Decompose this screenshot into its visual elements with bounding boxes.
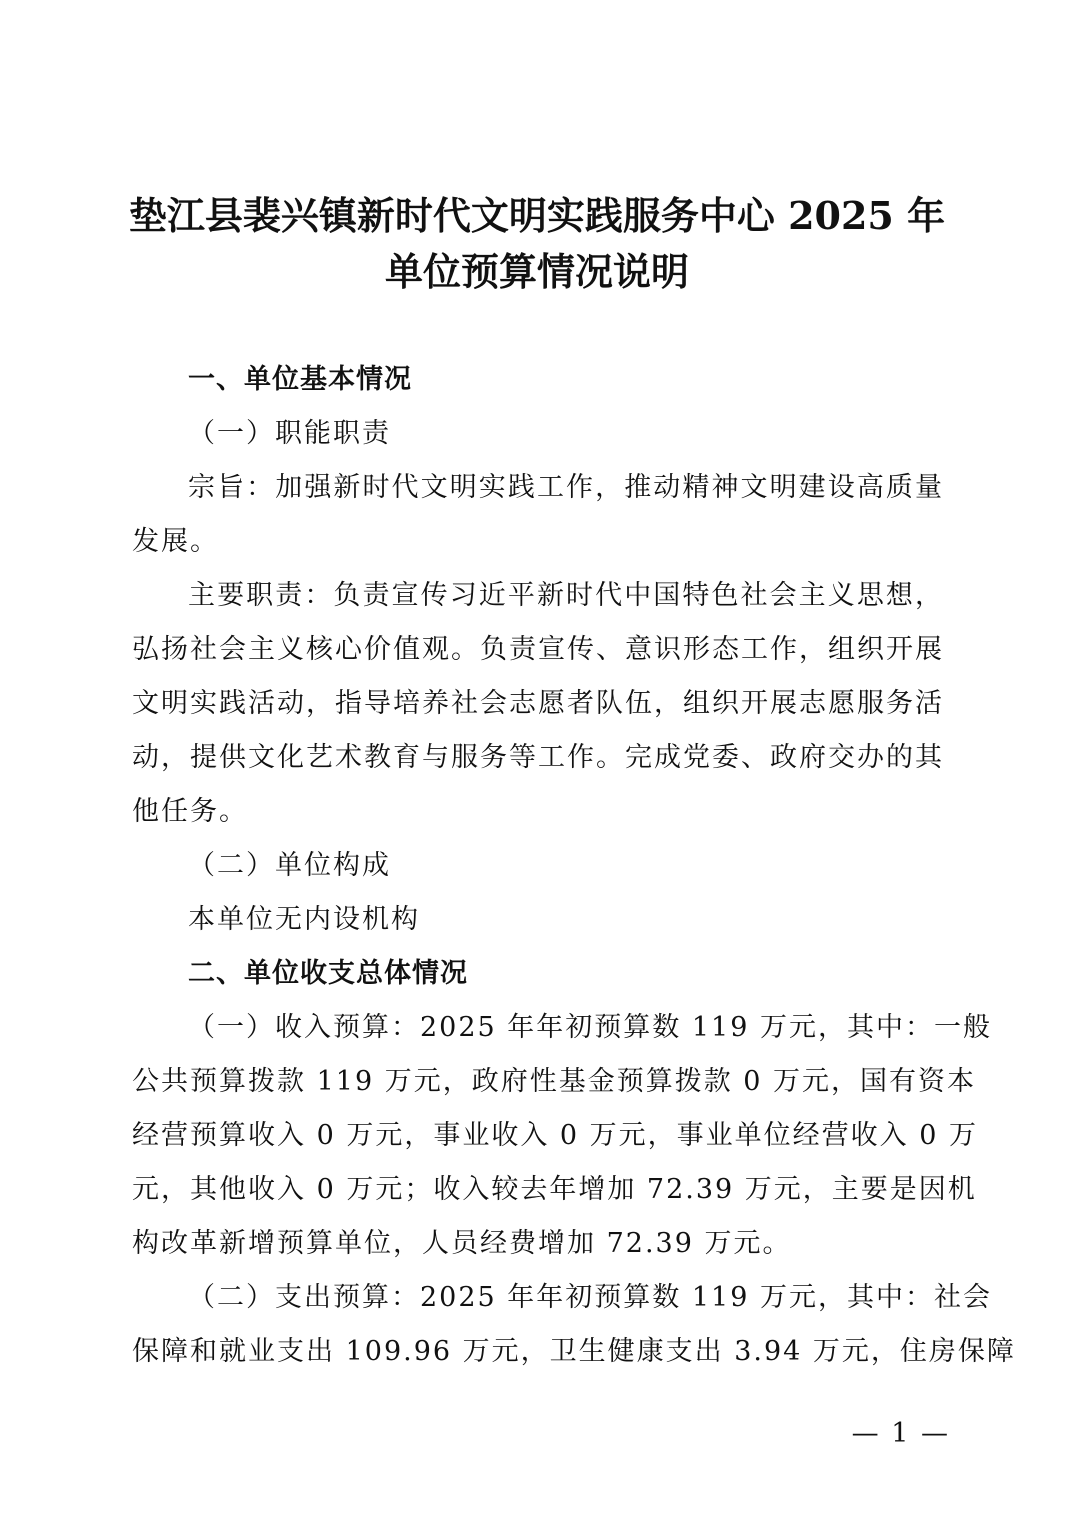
- document-title-line-2: 单位预算情况说明: [384, 249, 689, 294]
- duty-paragraph-line-3: 文明实践活动，指导培养社会志愿者队伍，组织开展志愿服务活: [132, 688, 944, 719]
- purpose-paragraph-line-1: 宗旨：加强新时代文明实践工作，推动精神文明建设高质量: [188, 472, 944, 503]
- section-1-subheading-structure: （二）单位构成: [188, 850, 391, 881]
- document-title-line-1: 垫江县裴兴镇新时代文明实践服务中心 2025 年: [128, 193, 946, 238]
- page-number: — 1 —: [851, 1418, 950, 1449]
- income-paragraph-line-5: 构改革新增预算单位，人员经费增加 72.39 万元。: [132, 1228, 792, 1259]
- duty-paragraph-line-5: 他任务。: [132, 796, 248, 827]
- duty-paragraph-line-1: 主要职责：负责宣传习近平新时代中国特色社会主义思想，: [188, 580, 944, 611]
- purpose-paragraph-line-2: 发展。: [132, 526, 219, 557]
- section-1-heading: 一、单位基本情况: [188, 364, 412, 395]
- structure-paragraph: 本单位无内设机构: [188, 904, 420, 935]
- income-paragraph-line-3: 经营预算收入 0 万元，事业收入 0 万元，事业单位经营收入 0 万: [132, 1120, 979, 1151]
- duty-paragraph-line-2: 弘扬社会主义核心价值观。负责宣传、意识形态工作，组织开展: [132, 634, 944, 665]
- income-paragraph-line-4: 元，其他收入 0 万元；收入较去年增加 72.39 万元，主要是因机: [132, 1174, 977, 1205]
- duty-paragraph-line-4: 动，提供文化艺术教育与服务等工作。完成党委、政府交办的其: [132, 742, 944, 773]
- income-paragraph-line-2: 公共预算拨款 119 万元，政府性基金预算拨款 0 万元，国有资本: [132, 1066, 977, 1097]
- section-2-heading: 二、单位收支总体情况: [188, 958, 468, 989]
- expense-paragraph-line-1: （二）支出预算：2025 年年初预算数 119 万元，其中：社会: [188, 1282, 992, 1313]
- expense-paragraph-line-2: 保障和就业支出 109.96 万元，卫生健康支出 3.94 万元，住房保障: [132, 1336, 1016, 1367]
- section-1-subheading-duties: （一）职能职责: [188, 418, 391, 449]
- income-paragraph-line-1: （一）收入预算：2025 年年初预算数 119 万元，其中：一般: [188, 1012, 992, 1043]
